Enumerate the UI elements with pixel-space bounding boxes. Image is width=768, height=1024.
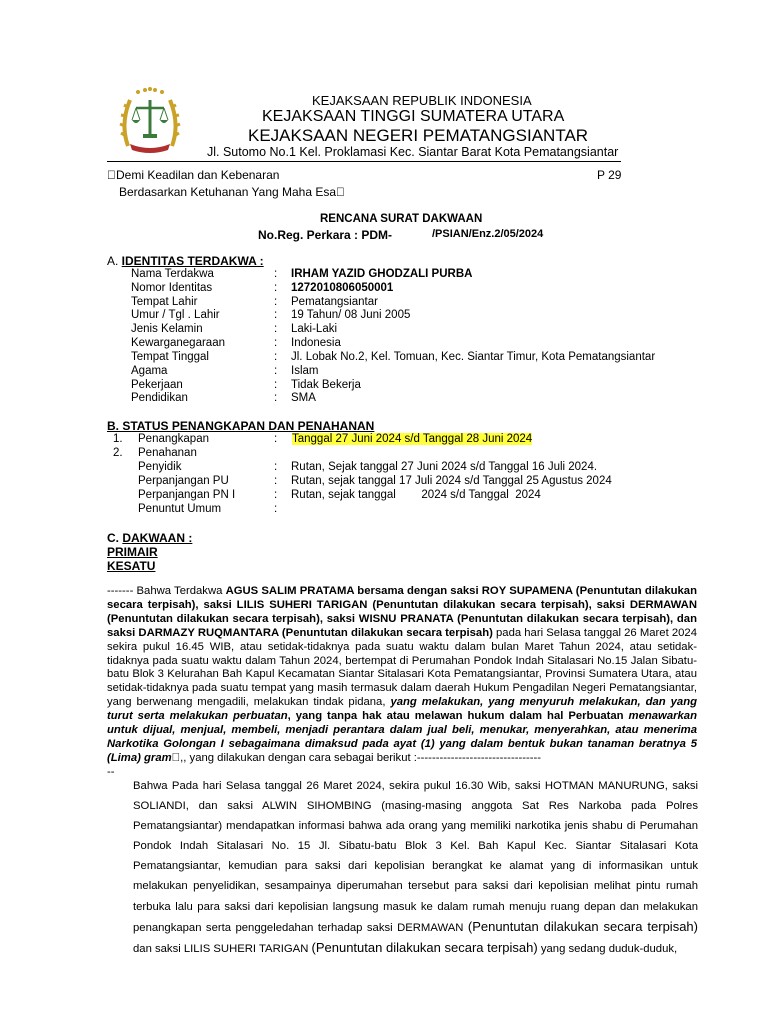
identity-row: [0, 323, 768, 337]
detention-label: Penahanan: [138, 447, 197, 459]
document-title: RENCANA SURAT DAKWAAN: [320, 213, 483, 225]
kejaksaan-logo: [118, 86, 182, 156]
identity-value: Indonesia: [291, 337, 341, 349]
para2-note1: (Penuntutan dilakukan secara terpisah): [467, 918, 698, 934]
identity-label: Pekerjaan: [131, 379, 183, 391]
detention-row: [0, 489, 768, 503]
identity-label: Umur / Tgl . Lahir: [131, 309, 220, 321]
detention-label: Penangkapan: [138, 433, 209, 445]
para1-offense: menawarkan untuk dijual, menjual, membeli, menjadi perantara dalam jual beli, menukar, menyerahkan, atau menerima Narkotika Golongan I sebagaimana dimaksud pada ayat (1) yang dalam bentuk bukan tanaman beratnya 5 (Lima) gram: [107, 710, 697, 764]
detention-label: Perpanjangan PN I: [138, 489, 236, 501]
identity-row: [0, 351, 768, 365]
motto-line2: Berdasarkan Ketuhanan Yang Maha Esa : [119, 185, 346, 199]
identity-label: Nama Terdakwa: [131, 268, 214, 280]
section-a-heading: [107, 254, 264, 268]
logo-scales-icon: [132, 100, 168, 138]
arrest-date-highlight: Tanggal 27 Juni 2024 s/d Tanggal 28 Juni 2024: [292, 433, 533, 445]
identity-value: 1272010806050001: [291, 282, 394, 294]
section-c-prefix: C.: [107, 531, 123, 545]
para1-defendants: AGUS SALIM PRATAMA bersama dengan saksi ROY SUPAMENA (Penuntutan dilakukan secara terpisah), saksi LILIS SUHERI TARIGAN (Penuntutan dilakukan secara terpisah), saksi DERMAWAN (Penuntutan dilakukan secara terpisah), saksi WISNU PRANATA (Penuntutan dilakukan secara terpisah), dan saksi DARMAZY RUQMANTARA (Penuntutan dilakukan secara terpisah): [107, 585, 697, 639]
section-c-heading: [107, 531, 192, 545]
identity-value: IRHAM YAZID GHODZALI PURBA: [291, 268, 473, 280]
detention-row: [0, 461, 768, 475]
primair-label: PRIMAIR: [107, 545, 158, 559]
colon: :: [274, 433, 278, 445]
identity-label: Jenis Kelamin: [131, 323, 203, 335]
colon: :: [274, 489, 278, 501]
reg-number-label: No.Reg. Perkara : PDM-: [258, 228, 393, 242]
identity-row: [0, 337, 768, 351]
identity-row: [0, 282, 768, 296]
colon: :: [274, 475, 278, 487]
para1-trailing-dash: --: [107, 765, 115, 778]
detention-value: Rutan, Sejak tanggal 27 Juni 2024 s/d Tanggal 16 Juli 2024.: [291, 461, 598, 473]
identity-label: Tempat Lahir: [131, 296, 198, 308]
detention-row: [0, 433, 768, 447]
identity-label: Kewarganegaraan: [131, 337, 225, 349]
identity-value: SMA: [291, 392, 316, 404]
colon: :: [274, 268, 278, 280]
para2-main: Bahwa Pada hari Selasa tanggal 26 Maret 2024, sekira pukul 16.30 Wib, saksi HOTMAN MANURUNG, saksi SOLIANDI, dan saksi ALWIN SIHOMBING (masing-masing anggota Sat Res Narkoba pada Polres Pematangsiantar) mendapatkan informasi bahwa ada orang yang memiliki narkotika jenis shabu di Perumahan Pondok Indah Sitalasari No. 15 Jl. Sibatu-batu Blok 3 Kel. Bah Kapul Kec. Siantar Sitalasari Kota Pematangsiantar, kemudian para saksi dari kepolisian berangkat ke alamat yang di informasikan untuk melakukan penyelidikan, sesampainya diperumahan tersebut para saksi dari kepolisian melihat pintu rumah terbuka lalu para saksi dari kepolisian langsung masuk ke dalam rumah menuju ruang depan dan melakukan penangkapan serta penggeledahan terhadap saksi DERMAWAN: [133, 780, 698, 934]
detention-value: Rutan, sejak tanggal 2024 s/d Tanggal 2024: [291, 489, 541, 501]
identity-label: Pendidikan: [131, 392, 188, 404]
identity-value: Laki-Laki: [291, 323, 338, 335]
header-divider: [107, 161, 621, 162]
motto-line1:  Demi Keadilan dan Kebenaran: [107, 168, 280, 182]
detention-label: Perpanjangan PU: [138, 475, 229, 487]
header-line2: KEJAKSAAN TINGGI SUMATERA UTARA: [262, 108, 565, 125]
detention-value: Rutan, sejak tanggal 17 Juli 2024 s/d Tanggal 25 Agustus 2024: [291, 475, 612, 487]
section-a-title: IDENTITAS TERDAKWA :: [121, 254, 264, 268]
colon: :: [274, 503, 278, 515]
detention-label: Penyidik: [138, 461, 182, 473]
colon: :: [274, 282, 278, 294]
detention-label: Penuntut Umum: [138, 503, 222, 515]
header-address: Jl. Sutomo No.1 Kel. Proklamasi Kec. Siantar Barat Kota Pematangsiantar: [207, 145, 619, 159]
para1-participation: yang melakukan, yang menyuruh melakukan, dan yang turut serta melakukan perbuatan: [107, 696, 698, 723]
identity-row: [0, 379, 768, 393]
identity-row: [0, 296, 768, 310]
colon: :: [274, 379, 278, 391]
section-c-title: DAKWAAN :: [122, 531, 193, 545]
colon: :: [274, 296, 278, 308]
identity-row: [0, 268, 768, 282]
para2-note2: (Penuntutan dilakukan secara terpisah): [311, 939, 538, 955]
identity-row: [0, 392, 768, 406]
form-code: P 29: [597, 168, 622, 182]
kesatu-label: KESATU: [107, 559, 156, 573]
colon: :: [274, 323, 278, 335]
identity-value: Jl. Lobak No.2, Kel. Tomuan, Kec. Siantar Timur, Kota Pematangsiantar: [291, 351, 656, 363]
logo-ribbon: [130, 144, 170, 153]
item-number: 1.: [113, 433, 123, 445]
para1-time-place: pada hari Selasa tanggal 26 Maret 2024 sekira pukul 16.45 WIB, atau setidak-tidaknya pada suatu waktu dalam bulan Maret Tahun 2024, atau setidak-tidaknya pada suatu waktu dalam Tahun 2024, bertempat di Perumahan Pondok Indah Sitalasari No.15 Jalan Sibatu-batu Blok 3 Kelurahan Bah Kapul Kecamatan Siantar Sitalasari Kota Pematangsiantar, Provinsi Sumatera Utara, atau setidak-tidaknya pada suatu tempat yang masih termasuk dalam daerah Hukum Pengadilan Negeri Pematangsiantar, yang berwenang mengadili, melakukan tindak pidana,: [107, 626, 697, 709]
identity-value: Islam: [291, 365, 319, 377]
colon: :: [274, 351, 278, 363]
colon: :: [274, 461, 278, 473]
logo-stars: [136, 87, 164, 94]
para1-intro: ------- Bahwa Terdakwa: [107, 585, 226, 597]
detention-row: [0, 447, 768, 461]
colon: :: [274, 392, 278, 404]
para2-mid: dan saksi LILIS SUHERI TARIGAN: [133, 942, 312, 955]
identity-label: Nomor Identitas: [131, 282, 213, 294]
identity-row: [0, 309, 768, 323]
header-line1: KEJAKSAAN REPUBLIK INDONESIA: [312, 93, 532, 108]
colon: :: [274, 309, 278, 321]
reg-number-suffix: /PSIAN/Enz.2/05/2024: [432, 228, 544, 240]
identity-label: Agama: [131, 365, 168, 377]
para1-closing:  ,, yang dilakukan dengan cara sebagai berikut :---------------------------------: [171, 751, 542, 764]
detention-row: [0, 503, 768, 517]
identity-value: Tidak Bekerja: [291, 379, 361, 391]
section-b-heading: B. STATUS PENANGKAPAN DAN PENAHANAN: [107, 419, 375, 433]
para2-end: yang sedang duduk-duduk,: [537, 942, 678, 955]
para1-unlawful: , yang tanpa hak atau melawan hukum dalam hal Perbuatan: [287, 710, 629, 723]
identity-row: [0, 365, 768, 379]
item-number: 2.: [113, 447, 123, 459]
indictment-paragraph: [107, 585, 697, 780]
section-a-prefix: A.: [107, 254, 122, 268]
identity-value: Pematangsiantar: [291, 296, 378, 308]
identity-value: 19 Tahun/ 08 Juni 2005: [291, 309, 411, 321]
colon: :: [274, 365, 278, 377]
identity-label: Tempat Tinggal: [131, 351, 209, 363]
facts-paragraph: [133, 776, 698, 959]
detention-row: [0, 475, 768, 489]
colon: :: [274, 337, 278, 349]
header-line3: KEJAKSAAN NEGERI PEMATANGSIANTAR: [248, 126, 589, 145]
